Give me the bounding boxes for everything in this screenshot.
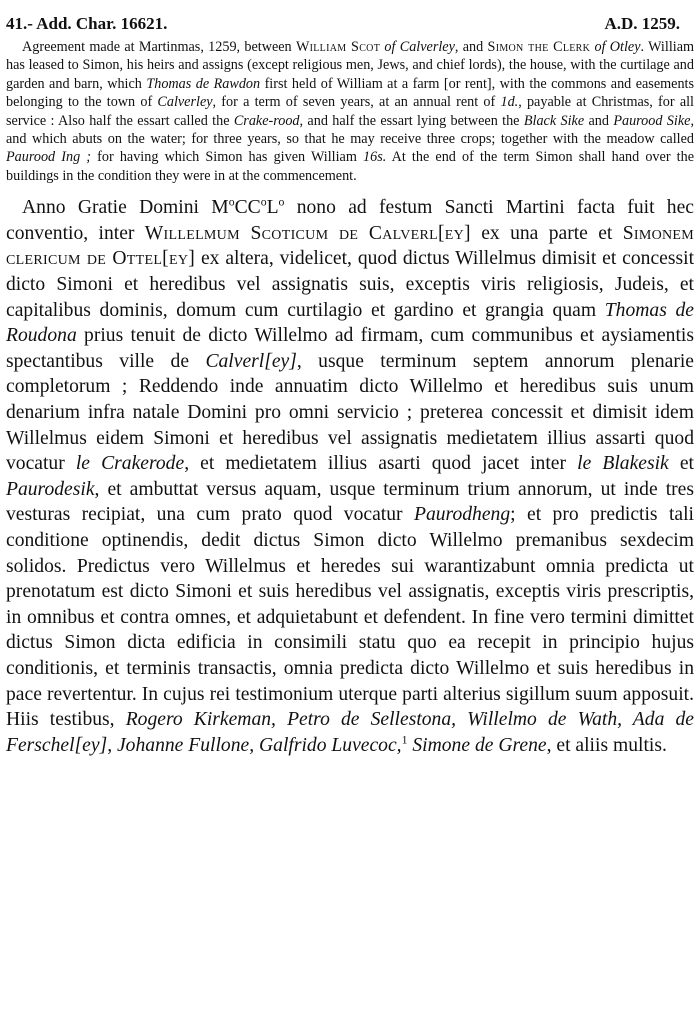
latin-text: ex una parte et (470, 222, 623, 244)
summary-text: Agreement made at Martinmas, 1259, between (22, 39, 296, 55)
latin-text: L (266, 197, 279, 219)
page-header (6, 14, 694, 34)
summary-text: for having which Simon has given William (91, 149, 364, 166)
latin-witnesses: Rogero Kirkeman, Petro de Sellestona, Willelmo de Wath, Ada de Ferschel[ey], Johanne Fullone, Galfrido Luvecoc, (6, 709, 694, 756)
footnote-marker: 1 (401, 733, 408, 747)
summary-text: and (584, 112, 614, 129)
latin-place: Paurodheng (413, 504, 511, 526)
summary-text: . William has leased to Simon, his heirs and assigns (except religious men, Jews, and chief lords), the house, with the curtilage and garden and barn, which (6, 39, 695, 92)
summary-text: , and (454, 39, 488, 55)
english-summary (6, 38, 694, 185)
summary-place: Black Sike (523, 112, 585, 129)
superscript: o (228, 195, 235, 209)
charter-date: A.D. 1259. (604, 14, 680, 33)
latin-text: ex altera, videlicet, quod dictus Willelmus dimisit et concessit dicto Simoni et heredibus vel assignatis suis, exceptis viris religiosis, Judeis, et capitalibus dominis, domum cum curtilagio et gardino et grangia quam (6, 248, 695, 321)
charter-reference: 41.- Add. Char. 16621. (6, 14, 168, 33)
summary-amount: 1d. (500, 94, 519, 111)
summary-text: , and half the essart lying between the (299, 112, 524, 129)
latin-text: , et ambuttat versus aquam, usque terminum trium annorum, ut inde tres vesturas recipiat, una cum prato quod vocatur (6, 478, 694, 526)
latin-witnesses: Simone de Grene (412, 734, 547, 756)
latin-place: Calverl[ey] (205, 350, 297, 372)
summary-place: Crake-rood (233, 112, 300, 129)
latin-text: , et medietatem illius asarti quod jacet inter (184, 453, 578, 475)
latin-text: Anno Gratie Domini M (22, 197, 229, 219)
superscript: o (260, 195, 267, 209)
summary-name: William Scot (295, 39, 381, 55)
latin-charter-text (6, 195, 694, 758)
latin-place: le Blakesik (577, 453, 669, 475)
latin-text: , usque terminum septem annorum plenarie completorum ; Reddendo inde annuatim dicto Willelmo et heredibus suis unum denarium infra natale Domini pro omni servicio ; preterea concessit et dimisit idem Willelmus eidem Simoni et heredibus vel assignatis medietatem illius assarti quod vocatur (6, 350, 694, 475)
latin-name: Thomas de Roudona (6, 299, 694, 347)
summary-place: Paurood Ing ; (6, 149, 92, 166)
latin-text: prius tenuit de dicto Willelmo ad firmam, cum communibus et aysiamentis spectantibus ville de (6, 325, 694, 372)
latin-name: Willelmum Scoticum de Calverl[ey] (144, 222, 471, 244)
summary-text: , payable at Christmas, for all service : Also half the essart called the (6, 94, 694, 129)
summary-text: , and which abuts on the water; for three years, so that he may receive three crops; together with the meadow called (6, 112, 694, 148)
summary-place: of Calverley (384, 39, 455, 55)
latin-text: CC (234, 197, 261, 219)
latin-text: ; et pro predictis tali conditione optinendis, dedit dictus Simon dicto Willelmo premanibus sexdecim solidos. Predictus vero Willelmus et heredes sui warantizabunt omnia predicta ut prenotatum est dicto Simoni et suis heredibus vel assignatis, exceptis viris prescriptis, in omnibus et contra omnes, et adquietabunt et defendent. In fine vero termini dimittet dictus Simon dicta edificia in consimili statu quo ea recepit in principio hujus conditionis, et terminis transactis, omnia predicta dicto Willelmo et suis heredibus in pace revertentur. In cujus rei testimonium uterque parti alterius sigillum suum apposuit. Hiis testibus, (6, 504, 694, 731)
latin-place: Paurodesik (6, 478, 95, 500)
latin-place: le Crakerode (75, 453, 185, 475)
summary-amount: 16s. (363, 149, 387, 166)
superscript: o (278, 195, 285, 209)
summary-text: At the end of the term Simon shall hand over the buildings in the condition they were in at the commencement. (6, 149, 694, 184)
summary-place: of Otley (594, 39, 641, 55)
summary-name: Thomas de Rawdon (146, 75, 261, 92)
summary-place: Calverley (157, 94, 213, 111)
latin-name: Simonem clericum de Ottel[ey] (6, 222, 695, 270)
latin-text: et (668, 453, 694, 475)
summary-place: Paurood Sike (613, 112, 691, 129)
summary-name: Simon the Clerk (487, 39, 591, 55)
summary-text: first held of William at a farm [or rent], with the commons and easements belonging to the town of (6, 75, 695, 111)
latin-text: , et aliis multis. (546, 734, 667, 756)
latin-text: nono ad festum Sancti Martini facta fuit hec conventio, inter (6, 197, 694, 244)
summary-text: , for a term of seven years, at an annual rent of (212, 94, 501, 111)
